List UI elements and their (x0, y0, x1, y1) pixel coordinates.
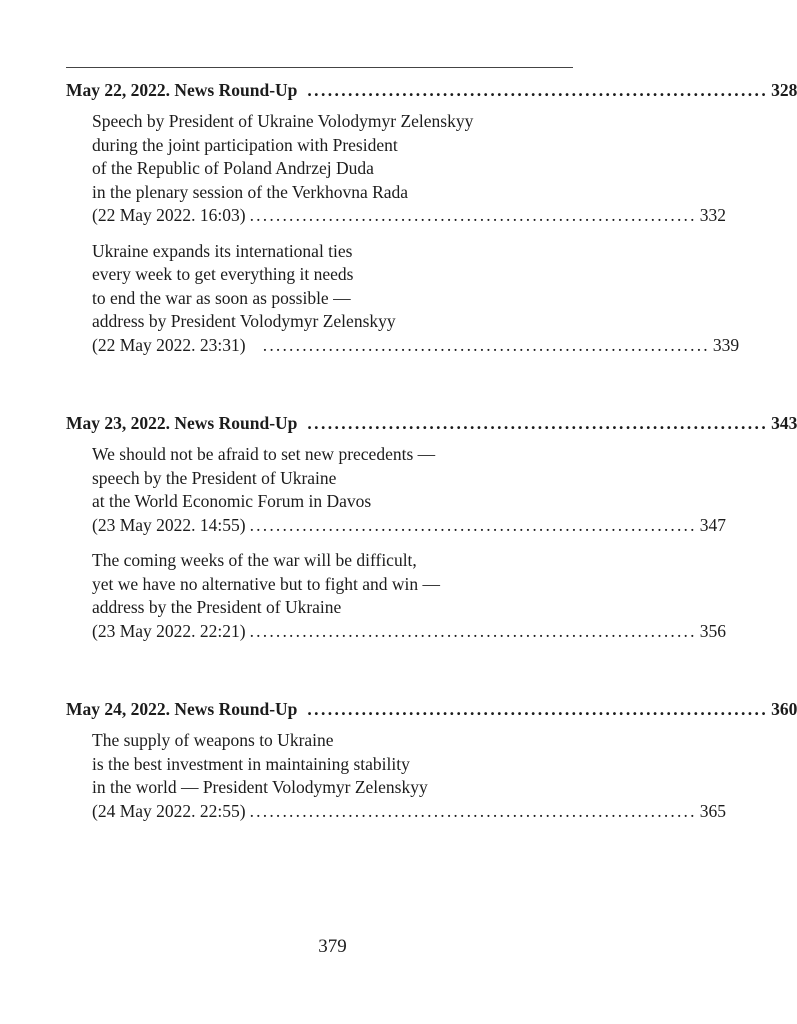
section-heading[interactable] (66, 409, 797, 437)
dot-leader: .................................................................... (307, 80, 769, 100)
entry-line: Ukraine expands its international ties (92, 240, 353, 261)
dot-leader: .................................................................... (249, 334, 710, 355)
dot-leader: .................................................................... (249, 514, 697, 535)
dot-leader: .................................................................... (307, 699, 769, 719)
section-page: 343 (771, 413, 797, 433)
toc-section (66, 695, 797, 823)
entry-line: to end the war as soon as possible — (92, 287, 351, 308)
entry-date: (22 May 2022. 16:03) (92, 205, 246, 225)
entry-line: in the world — President Volodymyr Zelenskyy (92, 777, 428, 797)
section-title: May 22, 2022. News Round-Up (66, 80, 298, 100)
top-rule (66, 67, 573, 68)
entry-line: address by President Volodymyr Zelenskyy (92, 311, 396, 331)
toc-section (66, 409, 797, 643)
section-page: 328 (771, 80, 797, 100)
section-title: May 24, 2022. News Round-Up (66, 699, 298, 719)
entry-line: The coming weeks of the war will be difficult, (92, 550, 417, 570)
entry-line: speech by the President of Ukraine (92, 467, 337, 488)
entry-line: every week to get everything it needs (92, 264, 354, 284)
entry-line: in the plenary session of the Verkhovna Rada (92, 181, 409, 202)
toc-entry[interactable] (92, 110, 726, 228)
toc-entry[interactable] (92, 729, 726, 823)
entry-line: The supply of weapons to Ukraine (92, 730, 334, 750)
section-heading[interactable] (66, 695, 797, 723)
toc-section (66, 76, 797, 357)
entry-line: address by the President of Ukraine (92, 597, 342, 617)
entry-line: during the joint participation with President (92, 134, 398, 155)
entry-date-line (92, 514, 726, 538)
entry-line: Speech by President of Ukraine Volodymyr Zelenskyy (92, 111, 474, 131)
entry-page: 365 (699, 800, 726, 821)
entry-date: (24 May 2022. 22:55) (92, 800, 246, 821)
entry-page: 356 (699, 620, 726, 641)
entry-line: yet we have no alternative but to fight and win — (92, 573, 440, 594)
entry-page: 347 (699, 514, 726, 535)
toc-entry[interactable] (92, 240, 740, 358)
entry-date-line (92, 204, 726, 228)
section-page: 360 (771, 699, 797, 719)
entry-line: is the best investment in maintaining stability (92, 753, 410, 774)
section-title: May 23, 2022. News Round-Up (66, 413, 298, 433)
dot-leader: .................................................................... (249, 620, 697, 641)
entry-page: 332 (699, 205, 726, 225)
entry-date: (22 May 2022. 23:31) (92, 334, 246, 355)
entry-line: at the World Economic Forum in Davos (92, 491, 372, 511)
dot-leader: .................................................................... (249, 800, 697, 821)
entry-date-line (92, 334, 740, 358)
entry-line: of the Republic of Poland Andrzej Duda (92, 158, 374, 178)
entry-date-line (92, 620, 726, 644)
entry-page: 339 (712, 334, 740, 355)
dot-leader: .................................................................... (249, 205, 697, 225)
section-heading[interactable] (66, 76, 797, 104)
toc-entry[interactable] (92, 549, 726, 643)
entry-date-line (92, 800, 726, 824)
dot-leader: .................................................................... (307, 413, 769, 433)
entry-line: We should not be afraid to set new precedents — (92, 444, 436, 464)
entry-date: (23 May 2022. 22:21) (92, 620, 246, 641)
table-of-contents (66, 76, 797, 823)
entry-date: (23 May 2022. 14:55) (92, 514, 246, 535)
toc-entry[interactable] (92, 443, 726, 537)
page-number: 379 (318, 936, 347, 957)
